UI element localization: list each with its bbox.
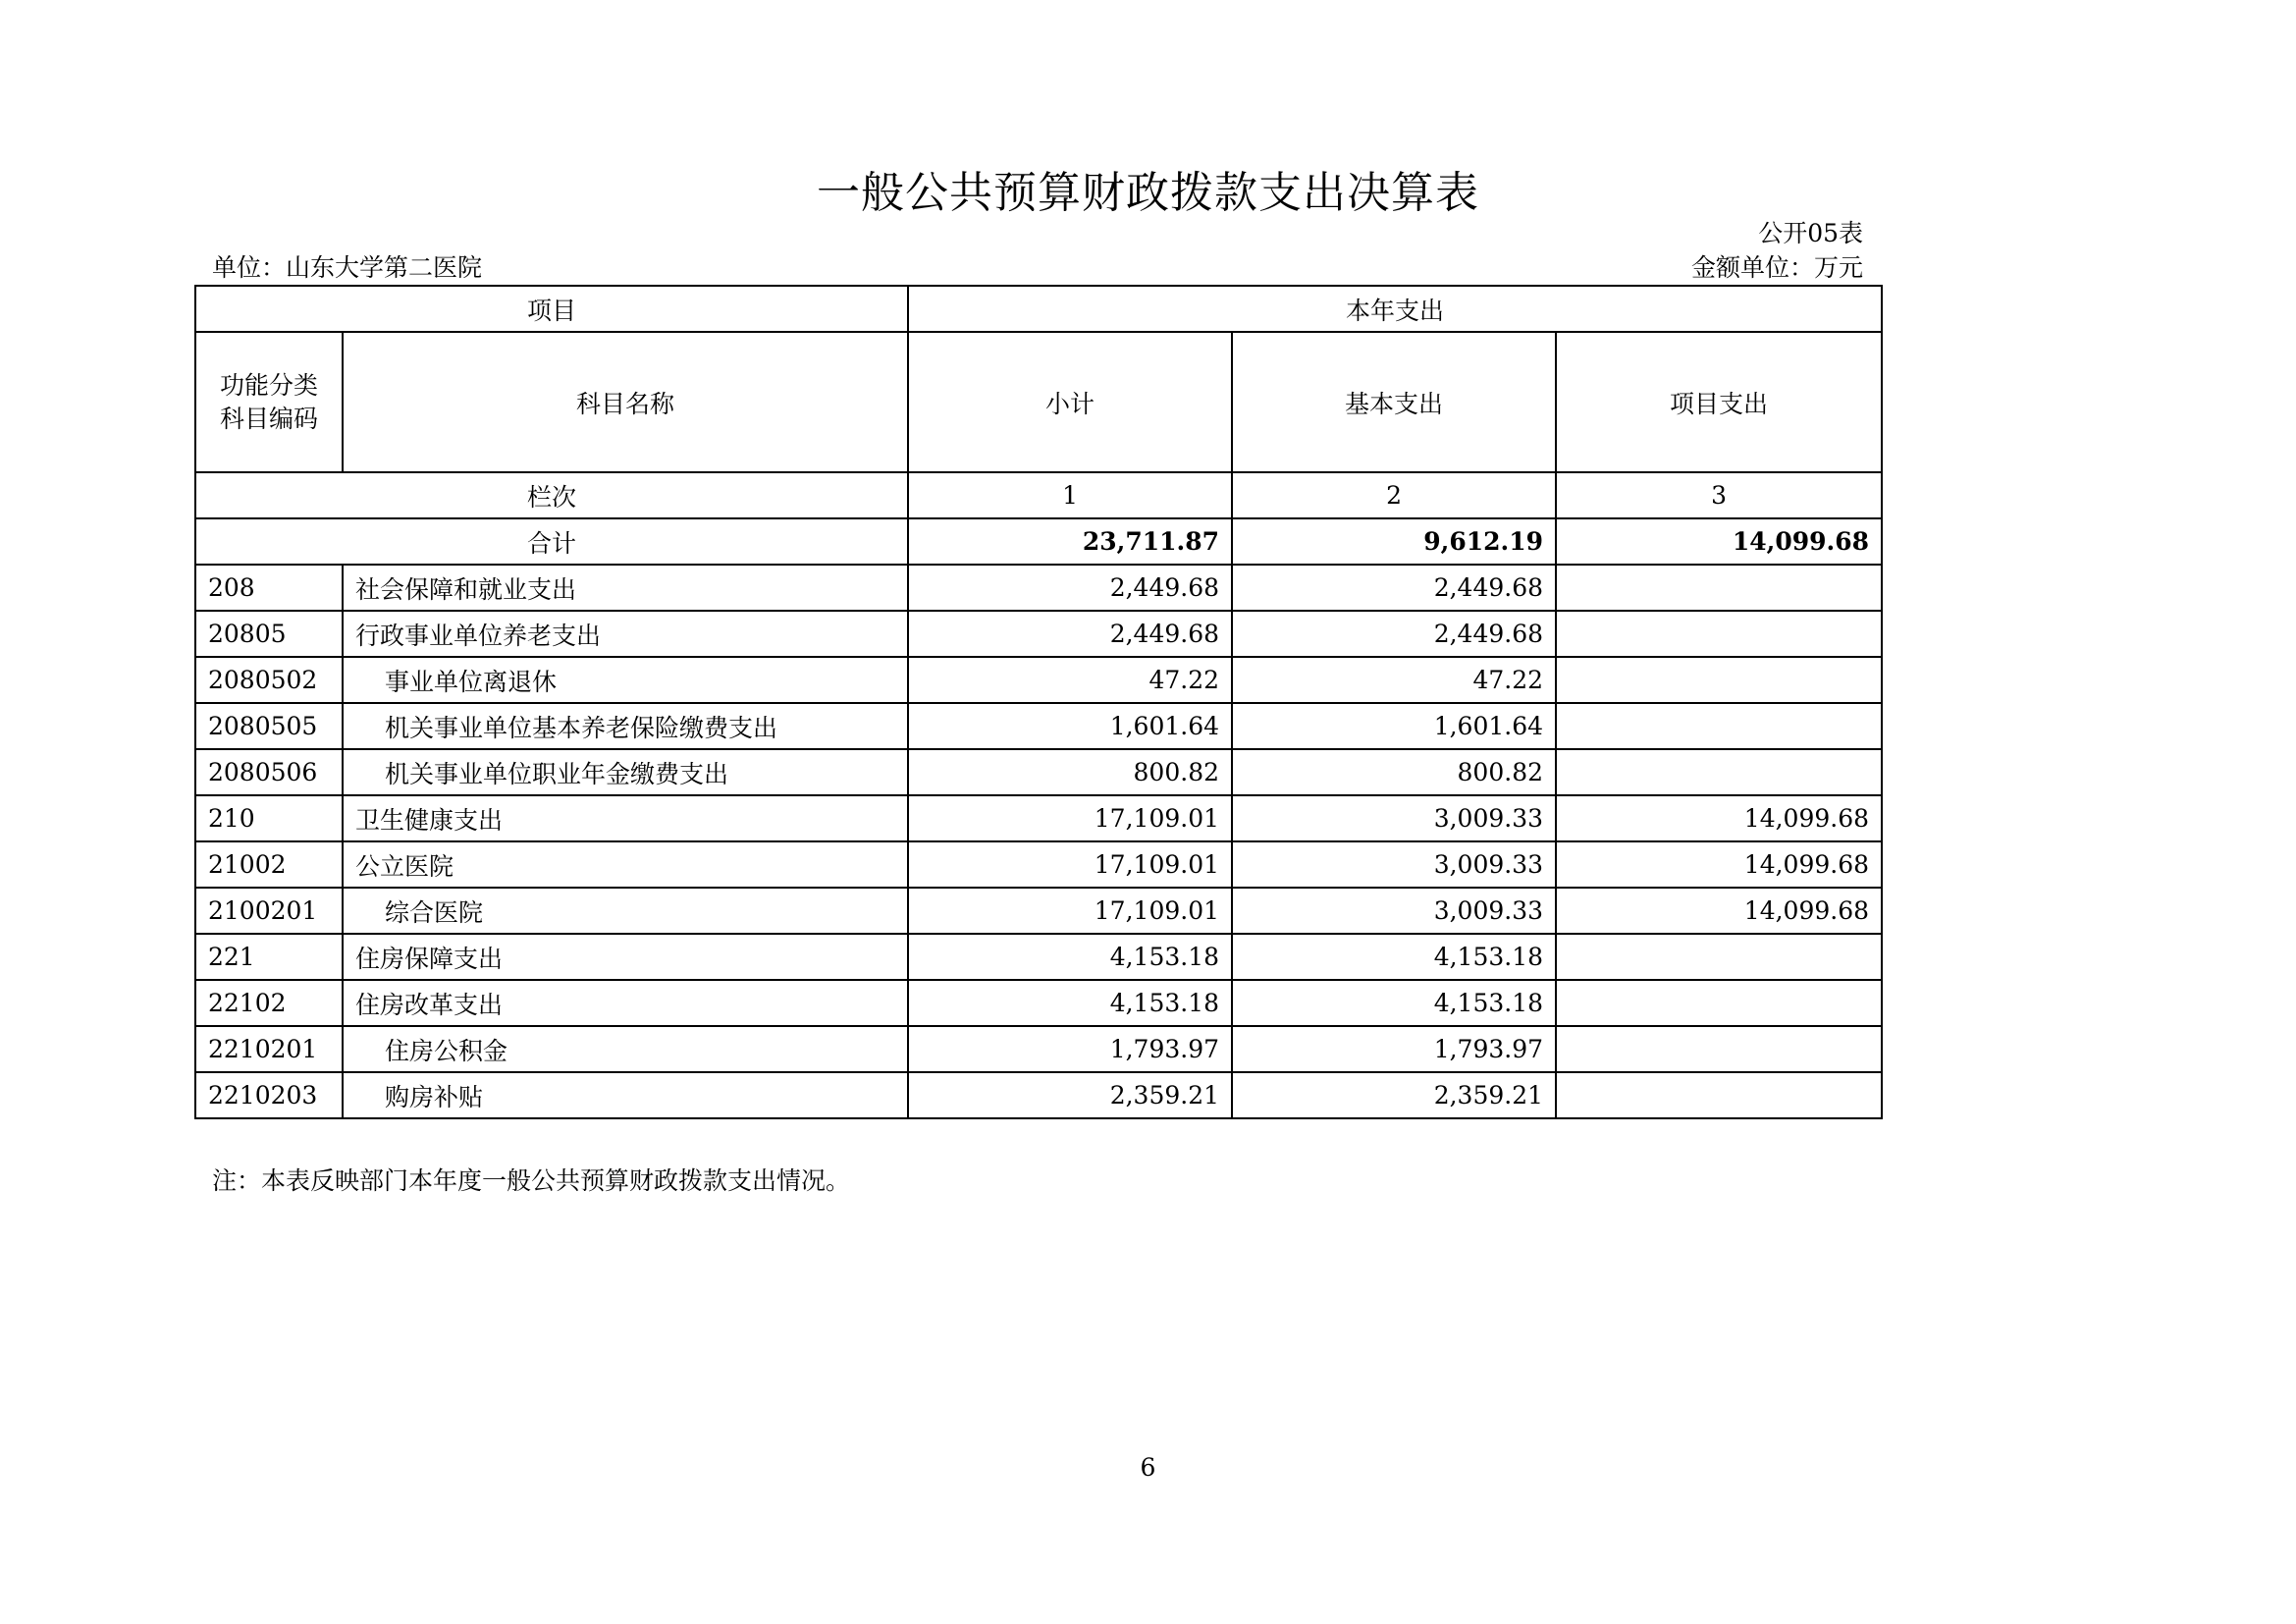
table-row [195, 795, 1882, 841]
header-row-2 [195, 332, 1882, 472]
header-name-col: 科目名称 [343, 332, 908, 472]
header-current-year: 本年支出 [908, 286, 1882, 332]
expenditure-table [194, 285, 1883, 1119]
row-subtotal: 800.82 [908, 749, 1232, 795]
column-index-row [195, 472, 1882, 518]
row-name: 卫生健康支出 [343, 795, 908, 841]
row-code: 21002 [195, 841, 343, 888]
row-project [1556, 1072, 1882, 1118]
table-row [195, 611, 1882, 657]
row-label: 栏次 [195, 472, 908, 518]
row-basic: 47.22 [1232, 657, 1556, 703]
row-code: 208 [195, 565, 343, 611]
page-number: 6 [1140, 1453, 1156, 1482]
row-name: 公立医院 [343, 841, 908, 888]
col-index-3: 3 [1556, 472, 1882, 518]
row-name: 机关事业单位职业年金缴费支出 [343, 749, 908, 795]
header-project: 项目支出 [1556, 332, 1882, 472]
row-basic: 2,449.68 [1232, 611, 1556, 657]
row-basic: 4,153.18 [1232, 934, 1556, 980]
row-project: 14,099.68 [1556, 795, 1882, 841]
row-name: 综合医院 [343, 888, 908, 934]
total-subtotal: 23,711.87 [908, 518, 1232, 565]
row-name: 住房改革支出 [343, 980, 908, 1026]
total-row [195, 518, 1882, 565]
row-name: 社会保障和就业支出 [343, 565, 908, 611]
row-project [1556, 749, 1882, 795]
header-item: 项目 [195, 286, 908, 332]
row-code: 2080505 [195, 703, 343, 749]
row-code: 22102 [195, 980, 343, 1026]
row-basic: 1,793.97 [1232, 1026, 1556, 1072]
row-basic: 800.82 [1232, 749, 1556, 795]
row-name: 购房补贴 [343, 1072, 908, 1118]
table-row [195, 703, 1882, 749]
header-subtotal: 小计 [908, 332, 1232, 472]
row-project [1556, 934, 1882, 980]
row-code: 210 [195, 795, 343, 841]
row-basic: 2,449.68 [1232, 565, 1556, 611]
amount-unit-label: 金额单位：万元 [1690, 253, 1863, 282]
row-basic: 3,009.33 [1232, 841, 1556, 888]
row-name: 机关事业单位基本养老保险缴费支出 [343, 703, 908, 749]
table-row [195, 565, 1882, 611]
row-basic: 3,009.33 [1232, 795, 1556, 841]
row-code: 2210203 [195, 1072, 343, 1118]
row-project [1556, 657, 1882, 703]
row-project [1556, 611, 1882, 657]
row-code: 2080506 [195, 749, 343, 795]
row-subtotal: 17,109.01 [908, 795, 1232, 841]
row-subtotal: 17,109.01 [908, 841, 1232, 888]
col-index-1: 1 [908, 472, 1232, 518]
row-name: 住房公积金 [343, 1026, 908, 1072]
total-basic: 9,612.19 [1232, 518, 1556, 565]
table-row [195, 980, 1882, 1026]
page-title: 一般公共预算财政拨款支出决算表 [817, 168, 1479, 218]
row-project [1556, 703, 1882, 749]
row-basic: 1,601.64 [1232, 703, 1556, 749]
header-row-1 [195, 286, 1882, 332]
row-subtotal: 4,153.18 [908, 934, 1232, 980]
row-code: 221 [195, 934, 343, 980]
row-subtotal: 2,359.21 [908, 1072, 1232, 1118]
table-row [195, 1026, 1882, 1072]
total-project: 14,099.68 [1556, 518, 1882, 565]
row-basic: 3,009.33 [1232, 888, 1556, 934]
table-row [195, 888, 1882, 934]
row-code: 2080502 [195, 657, 343, 703]
unit-label: 单位：山东大学第二医院 [212, 253, 483, 282]
table-row [195, 749, 1882, 795]
row-name: 行政事业单位养老支出 [343, 611, 908, 657]
row-name: 事业单位离退休 [343, 657, 908, 703]
table-row [195, 657, 1882, 703]
row-project [1556, 1026, 1882, 1072]
table-note: 注：本表反映部门本年度一般公共预算财政拨款支出情况。 [212, 1166, 851, 1195]
row-code: 20805 [195, 611, 343, 657]
row-project [1556, 980, 1882, 1026]
table-row [195, 934, 1882, 980]
row-code: 2100201 [195, 888, 343, 934]
row-subtotal: 47.22 [908, 657, 1232, 703]
row-code: 2210201 [195, 1026, 343, 1072]
row-subtotal: 2,449.68 [908, 611, 1232, 657]
row-project: 14,099.68 [1556, 888, 1882, 934]
row-subtotal: 1,793.97 [908, 1026, 1232, 1072]
row-subtotal: 2,449.68 [908, 565, 1232, 611]
col-index-2: 2 [1232, 472, 1556, 518]
row-basic: 4,153.18 [1232, 980, 1556, 1026]
row-project: 14,099.68 [1556, 841, 1882, 888]
row-project [1556, 565, 1882, 611]
row-basic: 2,359.21 [1232, 1072, 1556, 1118]
row-subtotal: 1,601.64 [908, 703, 1232, 749]
total-label: 合计 [195, 518, 908, 565]
row-subtotal: 4,153.18 [908, 980, 1232, 1026]
header-code-col: 功能分类 科目编码 [195, 332, 343, 472]
table-code: 公开05表 [1758, 219, 1863, 247]
table-row [195, 841, 1882, 888]
header-basic: 基本支出 [1232, 332, 1556, 472]
row-name: 住房保障支出 [343, 934, 908, 980]
row-subtotal: 17,109.01 [908, 888, 1232, 934]
table-row [195, 1072, 1882, 1118]
